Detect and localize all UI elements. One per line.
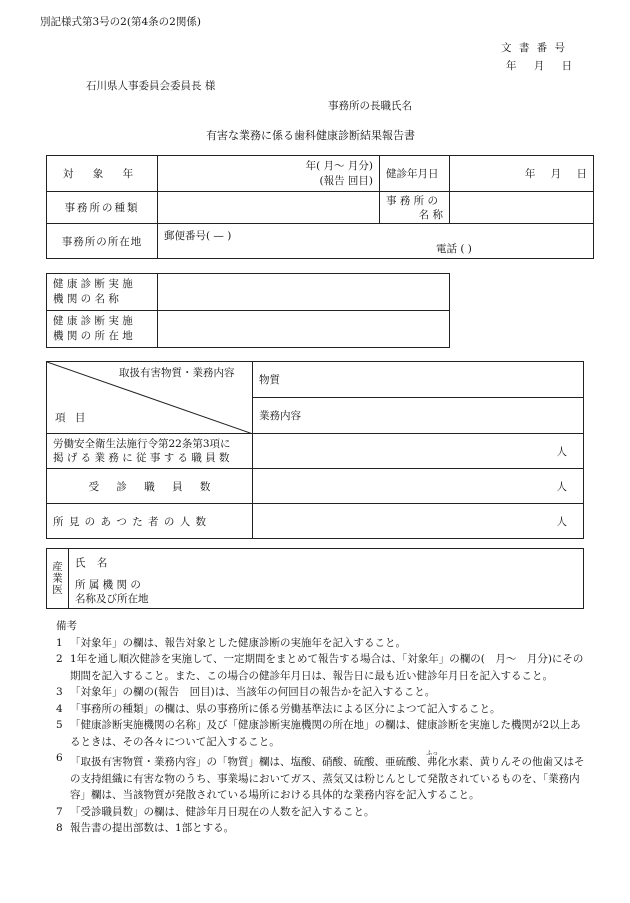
note-item: [46, 651, 591, 684]
note-text: 1年を通し順次健診を実施して、一定期間をまとめて報告する場合は、「対象年」の欄の( 月〜 月分)にその期間を記入すること。また、この場合の健診年月日は、報告日に最も近い健診年月日を記入すること。: [70, 653, 584, 682]
notes-list: [46, 635, 591, 837]
institution-address-field[interactable]: [158, 311, 450, 348]
note-item: [46, 820, 591, 837]
physician-institution-field[interactable]: [169, 577, 584, 609]
note-text: 「健康診断実施機関の名称」及び「健康診断実施機関の所在地」の欄は、健康診断を実施した機関が2以上あるときは、その各々について記入すること。: [70, 719, 581, 748]
examined-staff-label: 受 診 職 員 数: [47, 469, 253, 504]
note-number: 5: [56, 719, 63, 731]
target-year-field[interactable]: 年( 月〜 月分) (報告 回目): [158, 156, 380, 192]
physician-name-label: 氏 名: [69, 549, 169, 577]
document-number-label: 文 書 番 号: [501, 42, 566, 54]
covered-staff-field[interactable]: [253, 434, 584, 469]
note-item: [46, 804, 591, 821]
note-text: 「受診職員数」の欄は、健診年月日現在の人数を記入すること。: [70, 805, 375, 818]
work-content-field[interactable]: [253, 398, 584, 434]
exam-date-field[interactable]: 年 月 日: [450, 156, 594, 192]
page-title: 有害な業務に係る歯科健康診断結果報告書: [206, 129, 415, 142]
note-item: [46, 717, 591, 750]
exam-results-table: [46, 361, 584, 539]
date-label: 年 月 日: [506, 60, 573, 72]
note-text: 報告書の提出部数は、1部とする。: [70, 822, 235, 834]
notes-heading: 備考: [56, 620, 77, 632]
diagonal-header-cell: [47, 362, 253, 434]
form-number: 別記様式第3号の2(第4条の2関係): [40, 16, 201, 28]
ruby-annotation: 弗ふっ: [426, 750, 439, 768]
findings-count-field[interactable]: [253, 504, 584, 539]
physician-institution-label: 所 属 機 関 の 名称及び所在地: [69, 577, 169, 609]
note-number: 4: [56, 702, 63, 715]
phone-label: 電話 ( ): [436, 243, 472, 255]
target-year-label: 対 象 年: [47, 156, 158, 192]
office-name-label: 事 務 所 の 名 称: [380, 192, 450, 224]
item-header-label: 項 目: [55, 412, 86, 424]
office-type-field[interactable]: [158, 192, 380, 224]
note-text: 「対象年」の欄は、報告対象とした健康診断の実施年を記入すること。: [70, 636, 406, 649]
physician-name-field[interactable]: [169, 549, 584, 577]
note-number: 1: [56, 636, 63, 649]
office-address-label: 事務所の所在地: [47, 224, 158, 259]
note-item: [46, 701, 591, 718]
notes-section: [46, 618, 591, 837]
note-text: 「事務所の種類」の欄は、県の事務所に係る労働基準法による区分によつて記入すること。: [70, 702, 501, 715]
note-item: [46, 635, 591, 652]
office-type-label: 事務所の種類: [47, 192, 158, 224]
note-number: 3: [56, 686, 63, 698]
note-text: 「対象年」の欄の(報告 回目)は、当該年の何回目の報告かを記入すること。: [70, 686, 436, 698]
occupational-physician-table: [46, 548, 584, 609]
unit-label: 人: [556, 515, 567, 528]
office-address-field[interactable]: [158, 224, 594, 259]
hazard-header-label: 取扱有害物質・業務内容: [119, 367, 235, 379]
work-content-label: 業務内容: [259, 410, 301, 422]
institution-name-field[interactable]: [158, 274, 450, 311]
note-number: 6: [56, 752, 63, 764]
covered-staff-label: 労働安全衛生法施行令第22条第3項に 掲 げ る 業 務 に 従 事 す る 職 員 数: [47, 434, 253, 469]
institution-name-label: 健 康 診 断 実 施 機 関 の 名 称: [47, 274, 158, 311]
substance-label: 物質: [259, 374, 280, 386]
unit-label: 人: [556, 480, 567, 493]
note-number: 2: [56, 653, 63, 665]
physician-side-label: 産業医: [47, 549, 69, 609]
unit-label: 人: [556, 445, 567, 458]
note-item: [46, 750, 591, 804]
findings-count-label: 所 見 の あ つ た 者 の 人 数: [47, 504, 253, 539]
substance-field[interactable]: [253, 362, 584, 398]
postal-code-label: 郵便番号( — ): [164, 230, 232, 242]
examined-staff-field[interactable]: [253, 469, 584, 504]
addressee: 石川県人事委員会委員長 様: [86, 80, 216, 92]
exam-institution-table: [46, 273, 450, 348]
office-name-field[interactable]: [450, 192, 594, 224]
note-text: 「取扱有害物質・業務内容」の「物質」欄は、塩酸、硝酸、硫酸、亜硫酸、弗ふっ化水素、黄りんその他歯又はその支持組織に有害な物のうち、事業場においてガス、蒸気又は粉じんとして発散されているものを、「業務内容」欄は、当該物質が発散されている場所における具体的な業務内容を記入すること。: [70, 750, 585, 801]
note-number: 7: [56, 805, 63, 818]
note-number: 8: [56, 822, 63, 834]
exam-date-label: 健診年月日: [380, 156, 450, 192]
sender-name-label: 事務所の長職氏名: [328, 100, 412, 112]
institution-address-label: 健 康 診 断 実 施 機 関 の 所 在 地: [47, 311, 158, 348]
basic-info-table: [46, 155, 594, 259]
note-item: [46, 684, 591, 701]
